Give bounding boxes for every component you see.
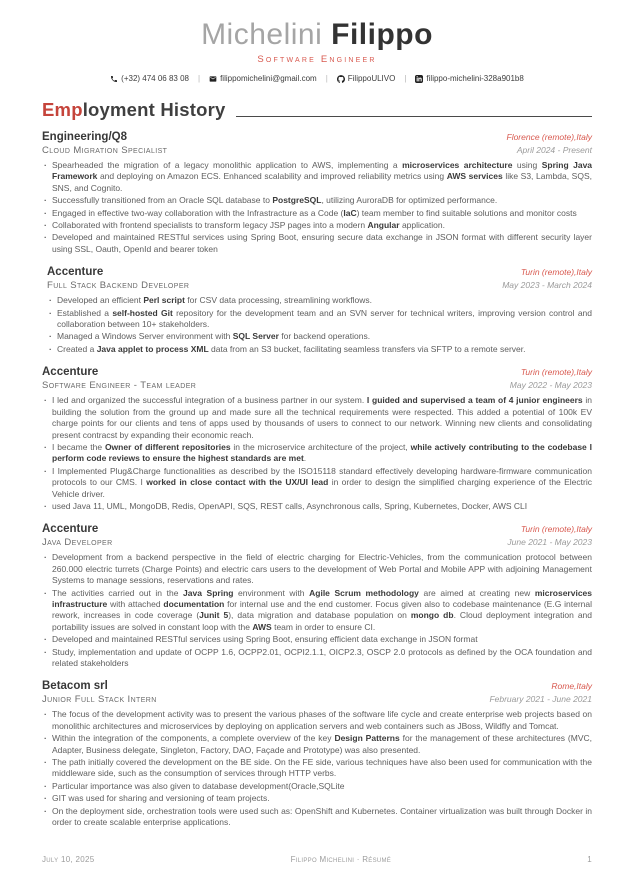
bullet-item: · Developed an efficient Perl script for CSV data processing, streamlining workflows. (47, 295, 592, 306)
contact-item[interactable] (110, 74, 189, 83)
linkedin-icon (415, 75, 423, 83)
phone-icon (110, 75, 118, 83)
job-entry (42, 366, 592, 512)
job-subheader-row (42, 380, 592, 391)
contact-separator: | (404, 74, 407, 83)
job-company: Betacom srl (42, 680, 108, 693)
job-role: Junior Full Stack Intern (42, 694, 157, 706)
job-role: Full Stack Backend Developer (47, 280, 190, 292)
bullet-item: · Spearheaded the migration of a legacy monolithic application to AWS, implementing a microservices architecture using Spring Java Framework and deploying on Amazon ECS. Enhanced scalability and improved reliability metrics using AWS services like S3, Lambda, SQS, SNS, and Cognito. (42, 160, 592, 194)
job-dates: May 2022 - May 2023 (509, 380, 592, 391)
page-footer (42, 855, 592, 864)
footer-page-number: 1 (587, 855, 592, 864)
footer-date: July 10, 2025 (42, 855, 95, 864)
job-company: Accenture (47, 266, 104, 279)
job-dates: February 2021 - June 2021 (489, 694, 592, 705)
job-entry (42, 523, 592, 669)
footer-name-resume: Filippo Michelini · Résumé (290, 855, 392, 864)
section-title-employment-history (42, 99, 592, 121)
job-location: Florence (remote),Italy (506, 132, 592, 142)
section-title-rule (236, 116, 592, 117)
job-bullets (42, 160, 592, 255)
bullet-item: · Collaborated with frontend specialists to transform legacy JSP pages into a modern Angular application. (42, 220, 592, 231)
bullet-item: · The activities carried out in the Java Spring environment with Agile Scrum methodology are aimed at creating new microservices infrastructure with attached documentation for internal use and the end customer. Focus given also to codebase maintenance (E.G internal rework, increases in code coverage (Junit 5), data migration and database population on mongo db. Cloud deployment integration and portability issues are solved in constant loop with the AWS team in order to ensure CI. (42, 588, 592, 634)
contact-separator: | (198, 74, 201, 83)
contact-text: FilippoULIVO (347, 74, 396, 83)
bullet-item: · The focus of the development activity was to present the various phases of the software life cycle and create enterprise web projects based on monolithic architectures and microservices by deploying on application servers and web containers such as JBoss, Wildfly and Tomcat. (42, 709, 592, 732)
bullet-item: · On the deployment side, orchestration tools were used such as: OpenShift and Kubernetes. Container virtualization was built through Docker in order to create scalable enterprise applications. (42, 806, 592, 829)
last-name: Filippo (331, 18, 433, 51)
job-header-row (42, 680, 592, 692)
job-dates: June 2021 - May 2023 (507, 537, 592, 548)
job-header-row (42, 366, 592, 378)
bullet-item: · Created a Java applet to process XML data from an S3 bucket, facilitating seamless transfers via SFTP to a remote server. (47, 344, 592, 355)
job-entry (47, 266, 592, 355)
bullet-item: · used Java 11, UML, MongoDB, Redis, OpenAPI, SQS, REST calls, Asynchronous calls, Spring, Kubernetes, Docker, AWS CLI (42, 501, 592, 512)
bullet-item: · Engaged in effective two-way collaboration with the Infrastracture as a Code (IaC) team member to find suitable solutions and monitor costs (42, 208, 592, 219)
bullet-item: · Development from a backend perspective in the field of electric charging for Electric-Vehicles, from the communication protocol between 260.000 electric turrets (Charge Points) and electric cars users to the development of Web Portal and Mobile APP with adjoining Management Systems to manage sessions, reservations and rates. (42, 552, 592, 586)
bullet-item: · Within the integration of the components, a complete overview of the key Design Patterns for the management of these architectures (MVC, Adapter, Business delegate, Singleton, Factory, DAO, Façade and Prototype) was also presented. (42, 733, 592, 756)
job-location: Turin (remote),Italy (520, 267, 592, 278)
bullet-item: · The path initially covered the development on the BE side. On the FE side, various techniques have also been used for communication with the middleware side, such as the consumption of services through HTTP verbs. (42, 757, 592, 780)
contact-bar (42, 74, 592, 83)
bullet-item: · Particular importance was also given to database development(Oracle,SQLite (42, 781, 592, 792)
contact-separator: | (325, 74, 328, 83)
bullet-item: · Developed and maintained RESTful services using Spring Boot, ensuring efficient data exchange in JSON format (42, 634, 592, 645)
bullet-item: · Successfully transitioned from an Oracle SQL database to PostgreSQL, utilizing AuroraDB for optimized performance. (42, 195, 592, 206)
job-location: Rome,Italy (551, 681, 592, 692)
job-subheader-row (42, 145, 592, 156)
job-entry (42, 131, 592, 255)
job-bullets (42, 395, 592, 512)
contact-item[interactable] (209, 74, 317, 83)
job-company: Accenture (42, 523, 99, 536)
bullet-item: · Established a self-hosted Git repository for the development team and an SVN server for technical writers, improving version control and collaboration between 10+ stakeholders. (47, 308, 592, 331)
bullet-item: · Study, implementation and update of OCPP 1.6, OCPP2.01, OCPI2.1.1, OICP2.3, OSCP 2.0 protocols as defined by the OCA foundation and related stakeholders (42, 647, 592, 670)
person-job-title: Software Engineer (257, 54, 377, 65)
bullet-item: · Developed and maintained RESTful services using Spring Boot, ensuring secure data exchange in JSON format with different security layer using SSL, Oauth, OpenId and bearer token (42, 232, 592, 255)
job-bullets (42, 552, 592, 669)
job-subheader-row (47, 280, 592, 291)
bullet-item: · Managed a Windows Server environment with SQL Server for backend operations. (47, 331, 592, 342)
email-icon (209, 75, 217, 83)
job-subheader-row (42, 694, 592, 705)
job-header-row (42, 523, 592, 535)
job-subheader-row (42, 537, 592, 548)
section-title-accent: Emp (42, 99, 83, 120)
bullet-item: · I led and organized the successful integration of a business partner in our system. I guided and supervised a team of 4 junior engineers in building the solution from the ground up and made sure all the technical requirements were respected. This added a potential of 100k EV charge points for our clients and tens of apps used by thousands of users to connect to our network. Winning new clients and consolidating present contracst by expanding their economic reach. (42, 395, 592, 441)
bullet-item: · I became the Owner of different repositories in the microservice architecture of the project, while actively contributing to the codebase I perform code reviews to ensure the highest standards are met. (42, 442, 592, 465)
job-role: Cloud Migration Specialist (42, 145, 168, 156)
job-bullets (47, 295, 592, 355)
job-location: Turin (remote),Italy (520, 367, 592, 378)
contact-text: (+32) 474 06 83 08 (121, 74, 189, 83)
job-dates: May 2023 - March 2024 (502, 280, 592, 291)
job-role: Java Developer (42, 537, 113, 549)
first-name: Michelini (201, 18, 323, 51)
job-role: Software Engineer - Team leader (42, 380, 197, 392)
bullet-item: · I Implemented Plug&Charge functionalities as described by the ISO15118 standard effectively developing hardware-firmware communication protocols to our CMS. I worked in close contact with the UX/UI lead in order to design the simplified charging experience of the Electric Vehicle driver. (42, 466, 592, 500)
contact-item[interactable] (337, 74, 396, 83)
job-bullets (42, 709, 592, 828)
job-header-row (42, 131, 592, 143)
contact-text: filippo-michelini-328a901b8 (426, 74, 524, 83)
job-dates: April 2024 - Present (516, 145, 592, 155)
bullet-item: · GIT was used for sharing and versioning of team projects. (42, 793, 592, 804)
job-company: Accenture (42, 366, 99, 379)
job-location: Turin (remote),Italy (520, 524, 592, 535)
contact-text: filippomichelini@gmail.com (220, 74, 317, 83)
resume-header (42, 0, 592, 83)
job-entry (42, 680, 592, 828)
jobs-list (42, 131, 592, 828)
person-name (42, 18, 592, 52)
contact-item[interactable] (415, 74, 523, 83)
github-icon (337, 75, 345, 83)
job-company: Engineering/Q8 (42, 131, 127, 143)
section-title-rest: loyment History (82, 99, 226, 120)
job-header-row (47, 266, 592, 278)
